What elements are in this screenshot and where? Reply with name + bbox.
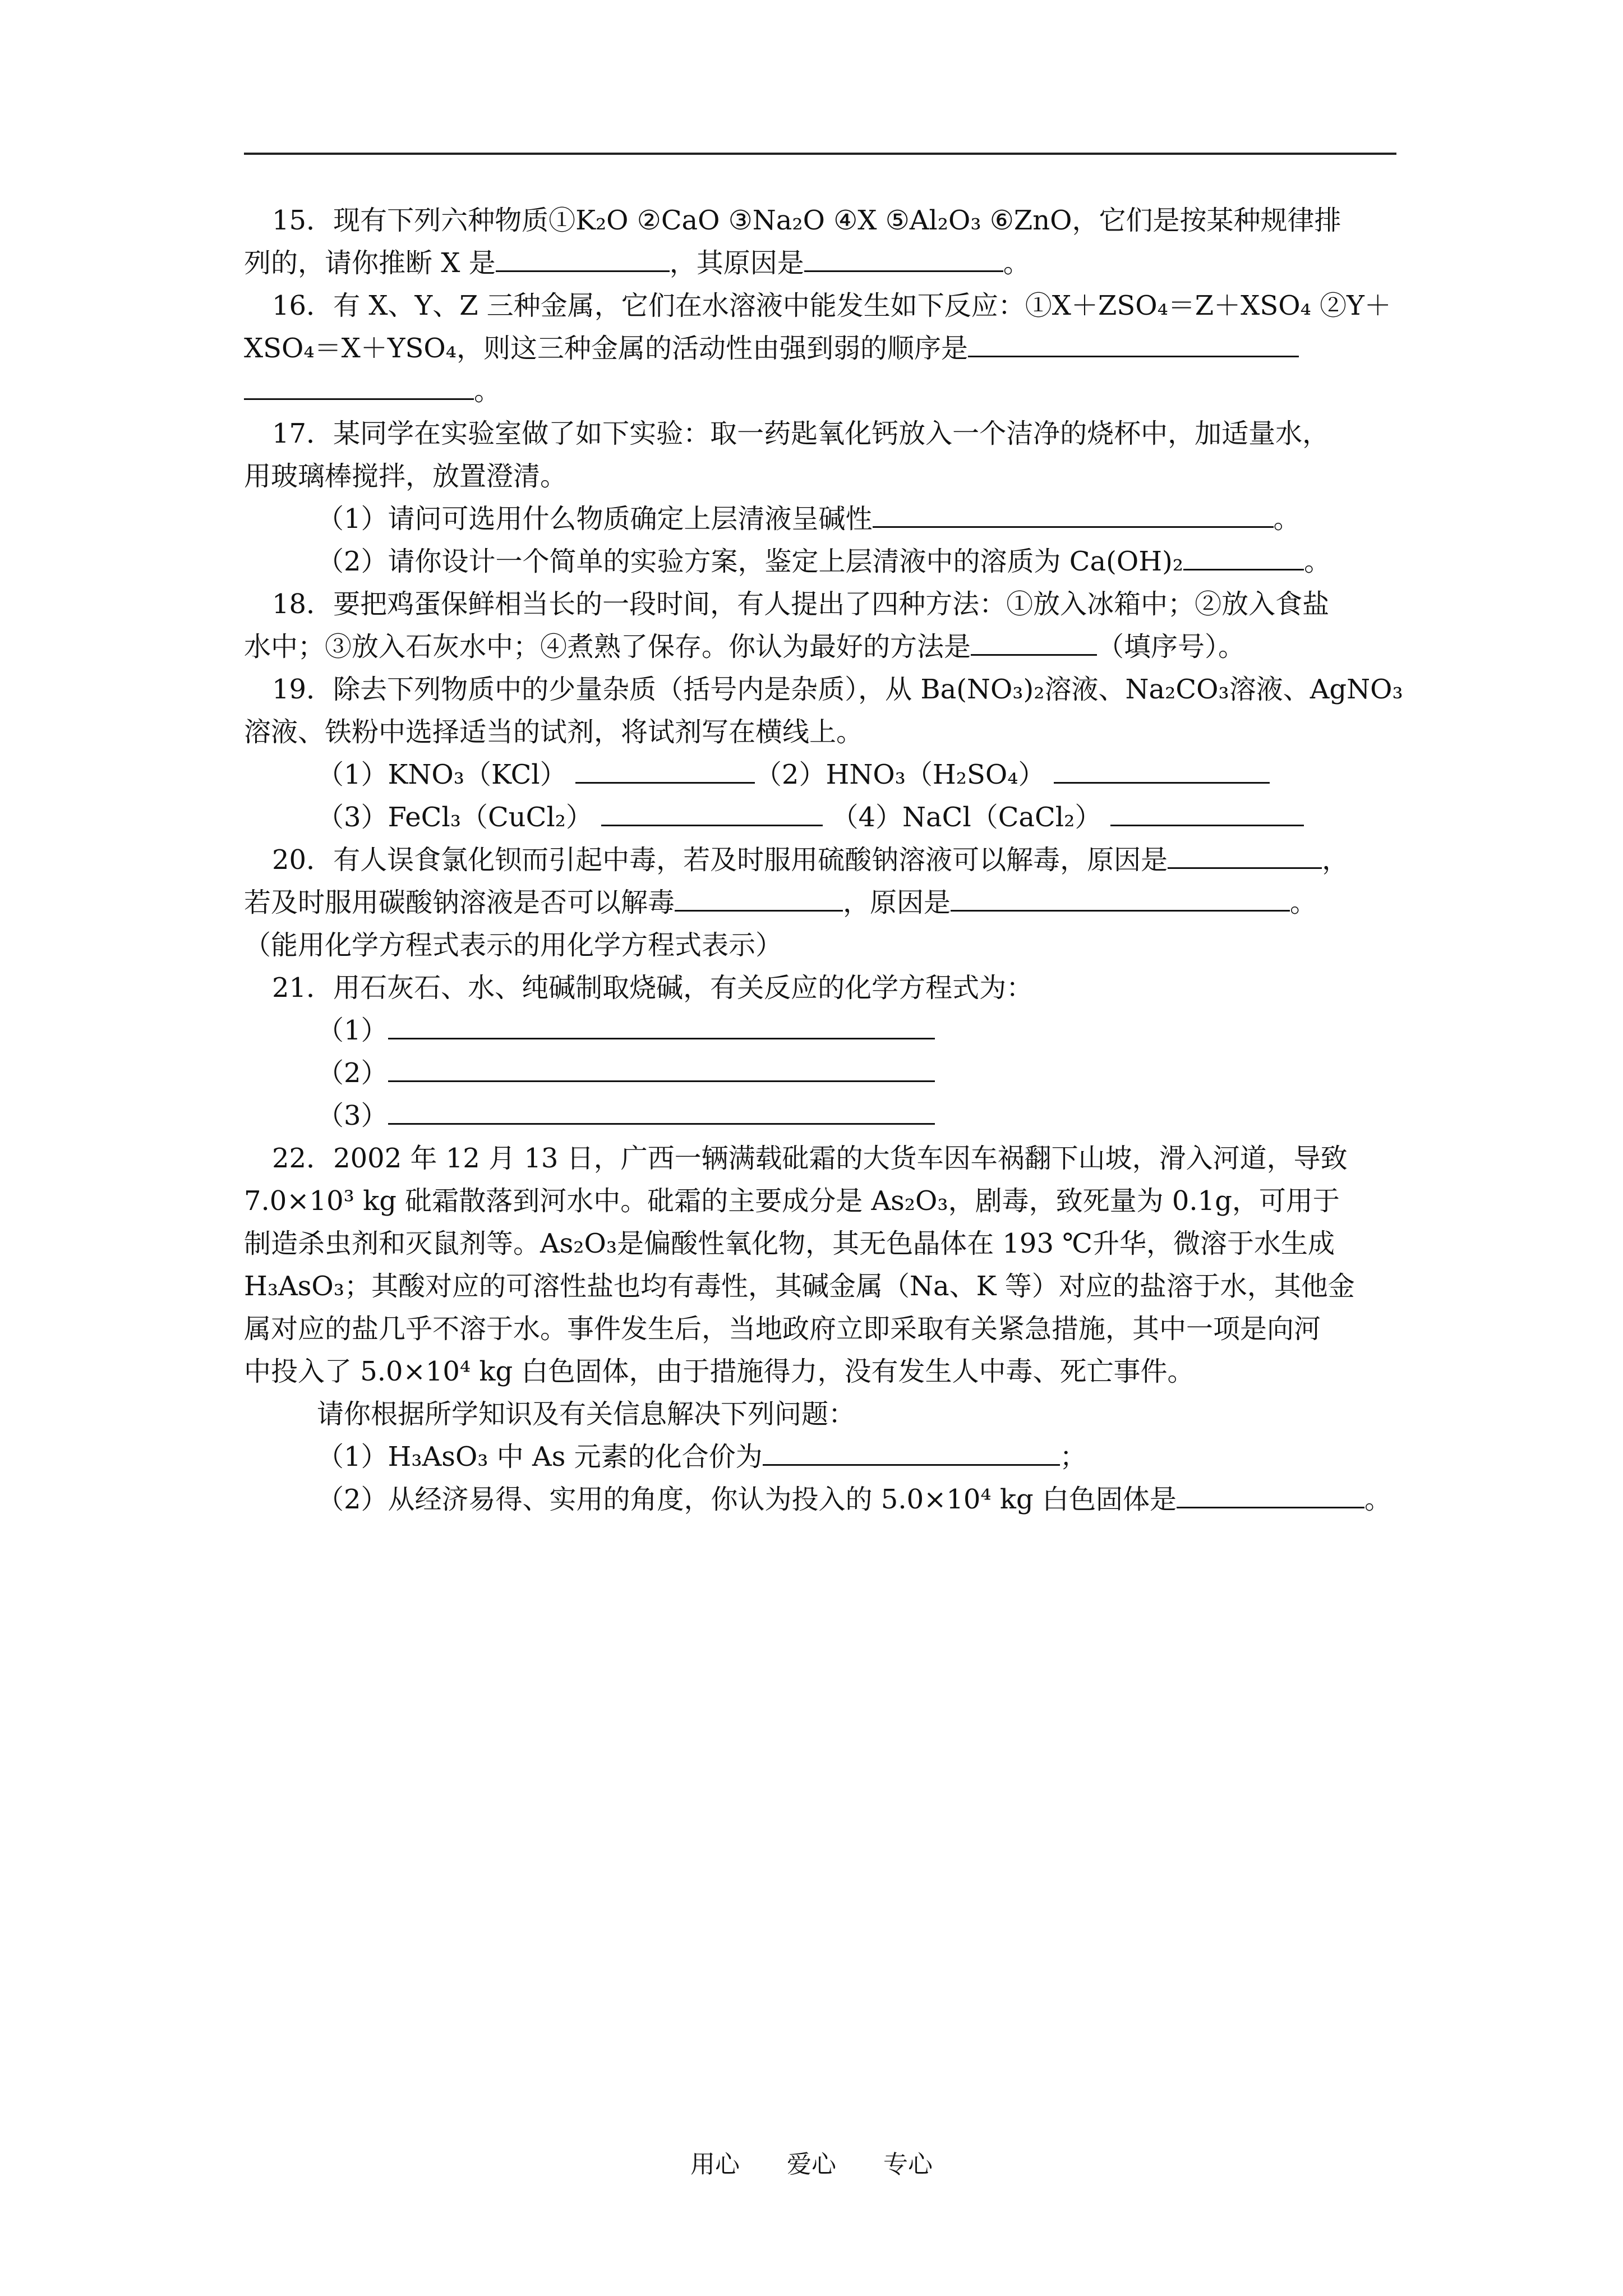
q15-line2 [244, 242, 1419, 284]
q19-items-row1 [244, 753, 1419, 796]
q18-end: （填序号）。 [1097, 631, 1246, 662]
q19-item3-answer-blank[interactable] [601, 800, 823, 826]
q20-line1 [244, 839, 1419, 881]
q22-sub2-answer-blank[interactable] [1177, 1482, 1364, 1508]
q17-sub1-answer-blank[interactable] [873, 501, 1274, 528]
q16-end: 。 [474, 375, 501, 407]
q19-item4-answer-blank[interactable] [1110, 800, 1304, 826]
q17-line2: 用玻璃棒搅拌，放置澄清。 [244, 461, 568, 492]
q15-answer-blank-reason[interactable] [804, 246, 1003, 272]
q18-answer-blank[interactable] [971, 629, 1097, 656]
q17-sub1-end: 。 [1273, 503, 1301, 535]
q19-line2: 溶液、铁粉中选择适当的试剂，将试剂写在横线上。 [244, 716, 864, 748]
q18-line1: 18．要把鸡蛋保鲜相当长的一段时间，有人提出了四种方法：①放入冰箱中；②放入食盐 [272, 588, 1330, 620]
q19-item2-label: （2）HNO₃（H₂SO₄） [754, 759, 1045, 790]
question-19 [244, 668, 1419, 839]
q15-prompt-reason: ，其原因是 [669, 247, 804, 279]
q21-line1: 21．用石灰石、水、纯碱制取烧碱，有关反应的化学方程式为： [272, 972, 1034, 1004]
q22-line2: 7.0×10³ kg 砒霜散落到河水中。砒霜的主要成分是 As₂O₃，剧毒，致死量为 0.1g，可用于 [244, 1185, 1340, 1217]
q17-line1: 17．某同学在实验室做了如下实验：取一药匙氧化钙放入一个洁净的烧杯中，加适量水， [272, 418, 1330, 449]
q22-sub1-end: ； [1059, 1441, 1087, 1473]
q16-line1: 16．有 X、Y、Z 三种金属，它们在水溶液中能发生如下反应：①X＋ZSO₄＝Z＋XSO₄ ②Y＋ [272, 290, 1391, 321]
question-22 [244, 1137, 1419, 1521]
q21-item-3-answer-blank[interactable] [388, 1098, 935, 1125]
q17-sub1 [244, 498, 1419, 540]
q22-line6: 中投入了 5.0×10⁴ kg 白色固体，由于措施得力，没有发生人中毒、死亡事件。 [244, 1356, 1195, 1387]
q20-line2-end: 。 [1290, 887, 1317, 918]
q17-sub2 [244, 540, 1419, 583]
q15-end: 。 [1003, 247, 1030, 279]
q16-line2 [244, 327, 1419, 370]
q22-line7: 请你根据所学知识及有关信息解决下列问题： [317, 1398, 856, 1430]
q19-items-row2 [244, 796, 1419, 839]
q20-prompt: 20．有人误食氯化钡而引起中毒，若及时服用硫酸钠溶液可以解毒，原因是 [272, 844, 1168, 876]
q18-line2 [244, 625, 1419, 668]
question-18 [244, 583, 1419, 668]
q17-sub2-end: 。 [1304, 546, 1331, 577]
q22-sub1 [244, 1435, 1419, 1478]
worksheet-body [244, 199, 1419, 1521]
q21-item-3 [244, 1094, 1419, 1137]
q19-item3-label: （3）FeCl₃（CuCl₂） [317, 802, 593, 833]
q22-sub2 [244, 1478, 1419, 1521]
q20-prompt-reason: ，原因是 [843, 887, 951, 918]
q21-item-3-label: （3） [317, 1100, 388, 1131]
q19-item1-label: （1）KNO₃（KCl） [317, 759, 567, 790]
question-15 [244, 199, 1419, 284]
question-17 [244, 412, 1419, 583]
q20-line2 [244, 881, 1419, 924]
q22-sub2-end: 。 [1364, 1484, 1392, 1515]
q21-item-1-label: （1） [317, 1015, 388, 1046]
q21-item-1 [244, 1009, 1419, 1052]
q20-prompt-carbonate: 若及时服用碳酸钠溶液是否可以解毒 [244, 887, 675, 918]
q17-sub2-prompt: （2）请你设计一个简单的实验方案，鉴定上层清液中的溶质为 Ca(OH)₂ [317, 546, 1184, 577]
q16-answer-blank-b[interactable] [244, 374, 474, 400]
q20-answer-blank-reason2[interactable] [951, 885, 1290, 912]
q20-line1-end: ， [1322, 844, 1349, 876]
question-21 [244, 967, 1419, 1137]
q22-line4: H₃AsO₃；其酸对应的可溶性盐也均有毒性，其碱金属（Na、K 等）对应的盐溶于水，其他金 [244, 1271, 1355, 1302]
q20-note: （能用化学方程式表示的用化学方程式表示） [244, 930, 783, 961]
q21-item-2-answer-blank[interactable] [388, 1056, 935, 1082]
header-rule [244, 153, 1396, 155]
q19-item1-answer-blank[interactable] [575, 757, 755, 784]
q21-item-1-answer-blank[interactable] [388, 1013, 935, 1039]
q21-item-2 [244, 1052, 1419, 1094]
q15-prompt-x: 列的，请你推断 X 是 [244, 247, 496, 279]
q15-answer-blank-x[interactable] [496, 246, 670, 272]
q22-sub1-prompt: （1）H₃AsO₃ 中 As 元素的化合价为 [317, 1441, 763, 1473]
q22-line3: 制造杀虫剂和灭鼠剂等。As₂O₃是偏酸性氧化物，其无色晶体在 193 ℃升华，微溶于水生成 [244, 1228, 1335, 1259]
q19-line1: 19．除去下列物质中的少量杂质（括号内是杂质），从 Ba(NO₃)₂溶液、Na₂CO₃溶液、AgNO₃ [272, 674, 1403, 705]
q20-answer-blank-reason1[interactable] [1168, 843, 1322, 869]
q22-line1: 22．2002 年 12 月 13 日，广西一辆满载砒霜的大货车因车祸翻下山坡，滑入河道，导致 [272, 1143, 1348, 1174]
page-footer: 用心 爱心 专心 [690, 2150, 933, 2179]
question-16 [244, 284, 1419, 412]
q17-sub1-prompt: （1）请问可选用什么物质确定上层清液呈碱性 [317, 503, 873, 535]
q15-line1: 15．现有下列六种物质①K₂O ②CaO ③Na₂O ④X ⑤Al₂O₃ ⑥ZnO，它们是按某种规律排 [272, 205, 1341, 236]
q16-line3 [244, 370, 1419, 412]
q22-sub2-prompt: （2）从经济易得、实用的角度，你认为投入的 5.0×10⁴ kg 白色固体是 [317, 1484, 1177, 1515]
q21-item-2-label: （2） [317, 1057, 388, 1089]
q19-item2-answer-blank[interactable] [1054, 757, 1270, 784]
q17-sub2-answer-blank[interactable] [1183, 544, 1304, 570]
q22-line5: 属对应的盐几乎不溶于水。事件发生后，当地政府立即采取有关紧急措施，其中一项是向河 [244, 1313, 1321, 1345]
q16-answer-blank-a[interactable] [968, 331, 1299, 357]
q19-item4-label: （4）NaCl（CaCl₂） [831, 802, 1102, 833]
q18-prompt: 水中；③放入石灰水中；④煮熟了保存。你认为最好的方法是 [244, 631, 971, 662]
question-20 [244, 839, 1419, 967]
q16-prompt: XSO₄＝X＋YSO₄，则这三种金属的活动性由强到弱的顺序是 [244, 333, 968, 364]
q20-answer-blank-yesno[interactable] [675, 885, 843, 912]
q22-sub1-answer-blank[interactable] [763, 1439, 1060, 1466]
